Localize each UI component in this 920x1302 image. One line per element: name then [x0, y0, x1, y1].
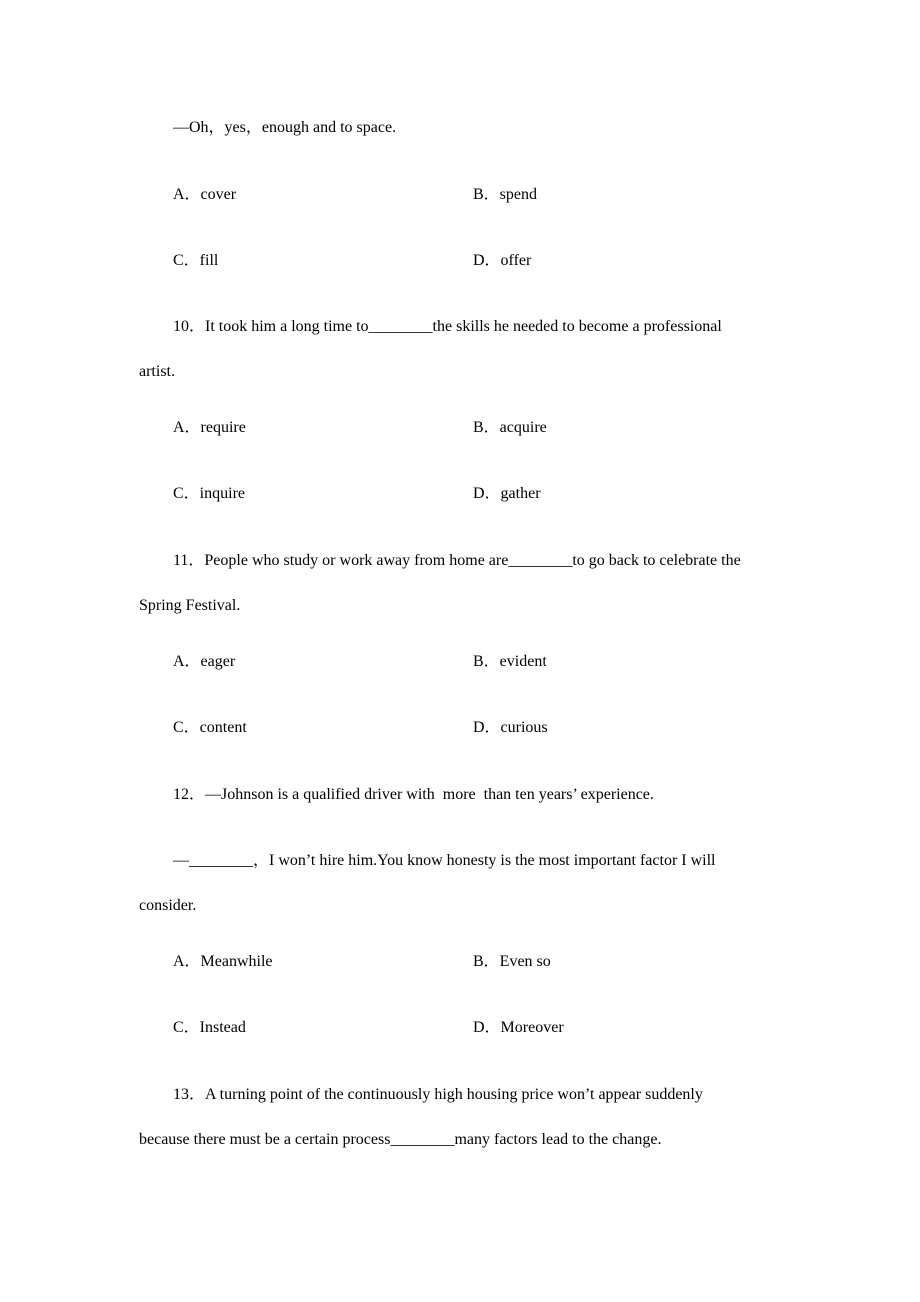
question-13-cont: because there must be a certain process________many factors lead to the change. [139, 1131, 662, 1148]
option-a: A．eager [173, 653, 236, 670]
question-12-cont: consider. [139, 897, 197, 914]
question-10: 10．It took him a long time to________the skills he needed to become a professional [173, 318, 722, 335]
option-c: C．Instead [173, 1019, 246, 1036]
question-13: 13．A turning point of the continuously high housing price won’t appear suddenly [173, 1086, 703, 1103]
option-a: A．cover [173, 186, 237, 203]
question-11: 11．People who study or work away from home are________to go back to celebrate the [173, 552, 741, 569]
option-c: C．content [173, 719, 247, 736]
question-12: 12．—Johnson is a qualified driver with more than ten years’ experience. [173, 786, 654, 803]
dialogue-line: —Oh，yes，enough and to space. [173, 119, 397, 136]
option-d: D．offer [473, 252, 532, 269]
option-b: B．Even so [473, 953, 551, 970]
option-b: B．evident [473, 653, 547, 670]
question-10-cont: artist. [139, 363, 175, 380]
option-d: D．Moreover [473, 1019, 564, 1036]
option-c: C．fill [173, 252, 219, 269]
option-b: B．spend [473, 186, 538, 203]
option-a: A．Meanwhile [173, 953, 273, 970]
option-a: A．require [173, 419, 246, 436]
question-12-reply: —________，I won’t hire him.You know honesty is the most important factor I will [173, 852, 716, 869]
question-11-cont: Spring Festival. [139, 597, 241, 614]
option-d: D．curious [473, 719, 548, 736]
option-c: C．inquire [173, 485, 245, 502]
option-b: B．acquire [473, 419, 547, 436]
option-d: D．gather [473, 485, 541, 502]
